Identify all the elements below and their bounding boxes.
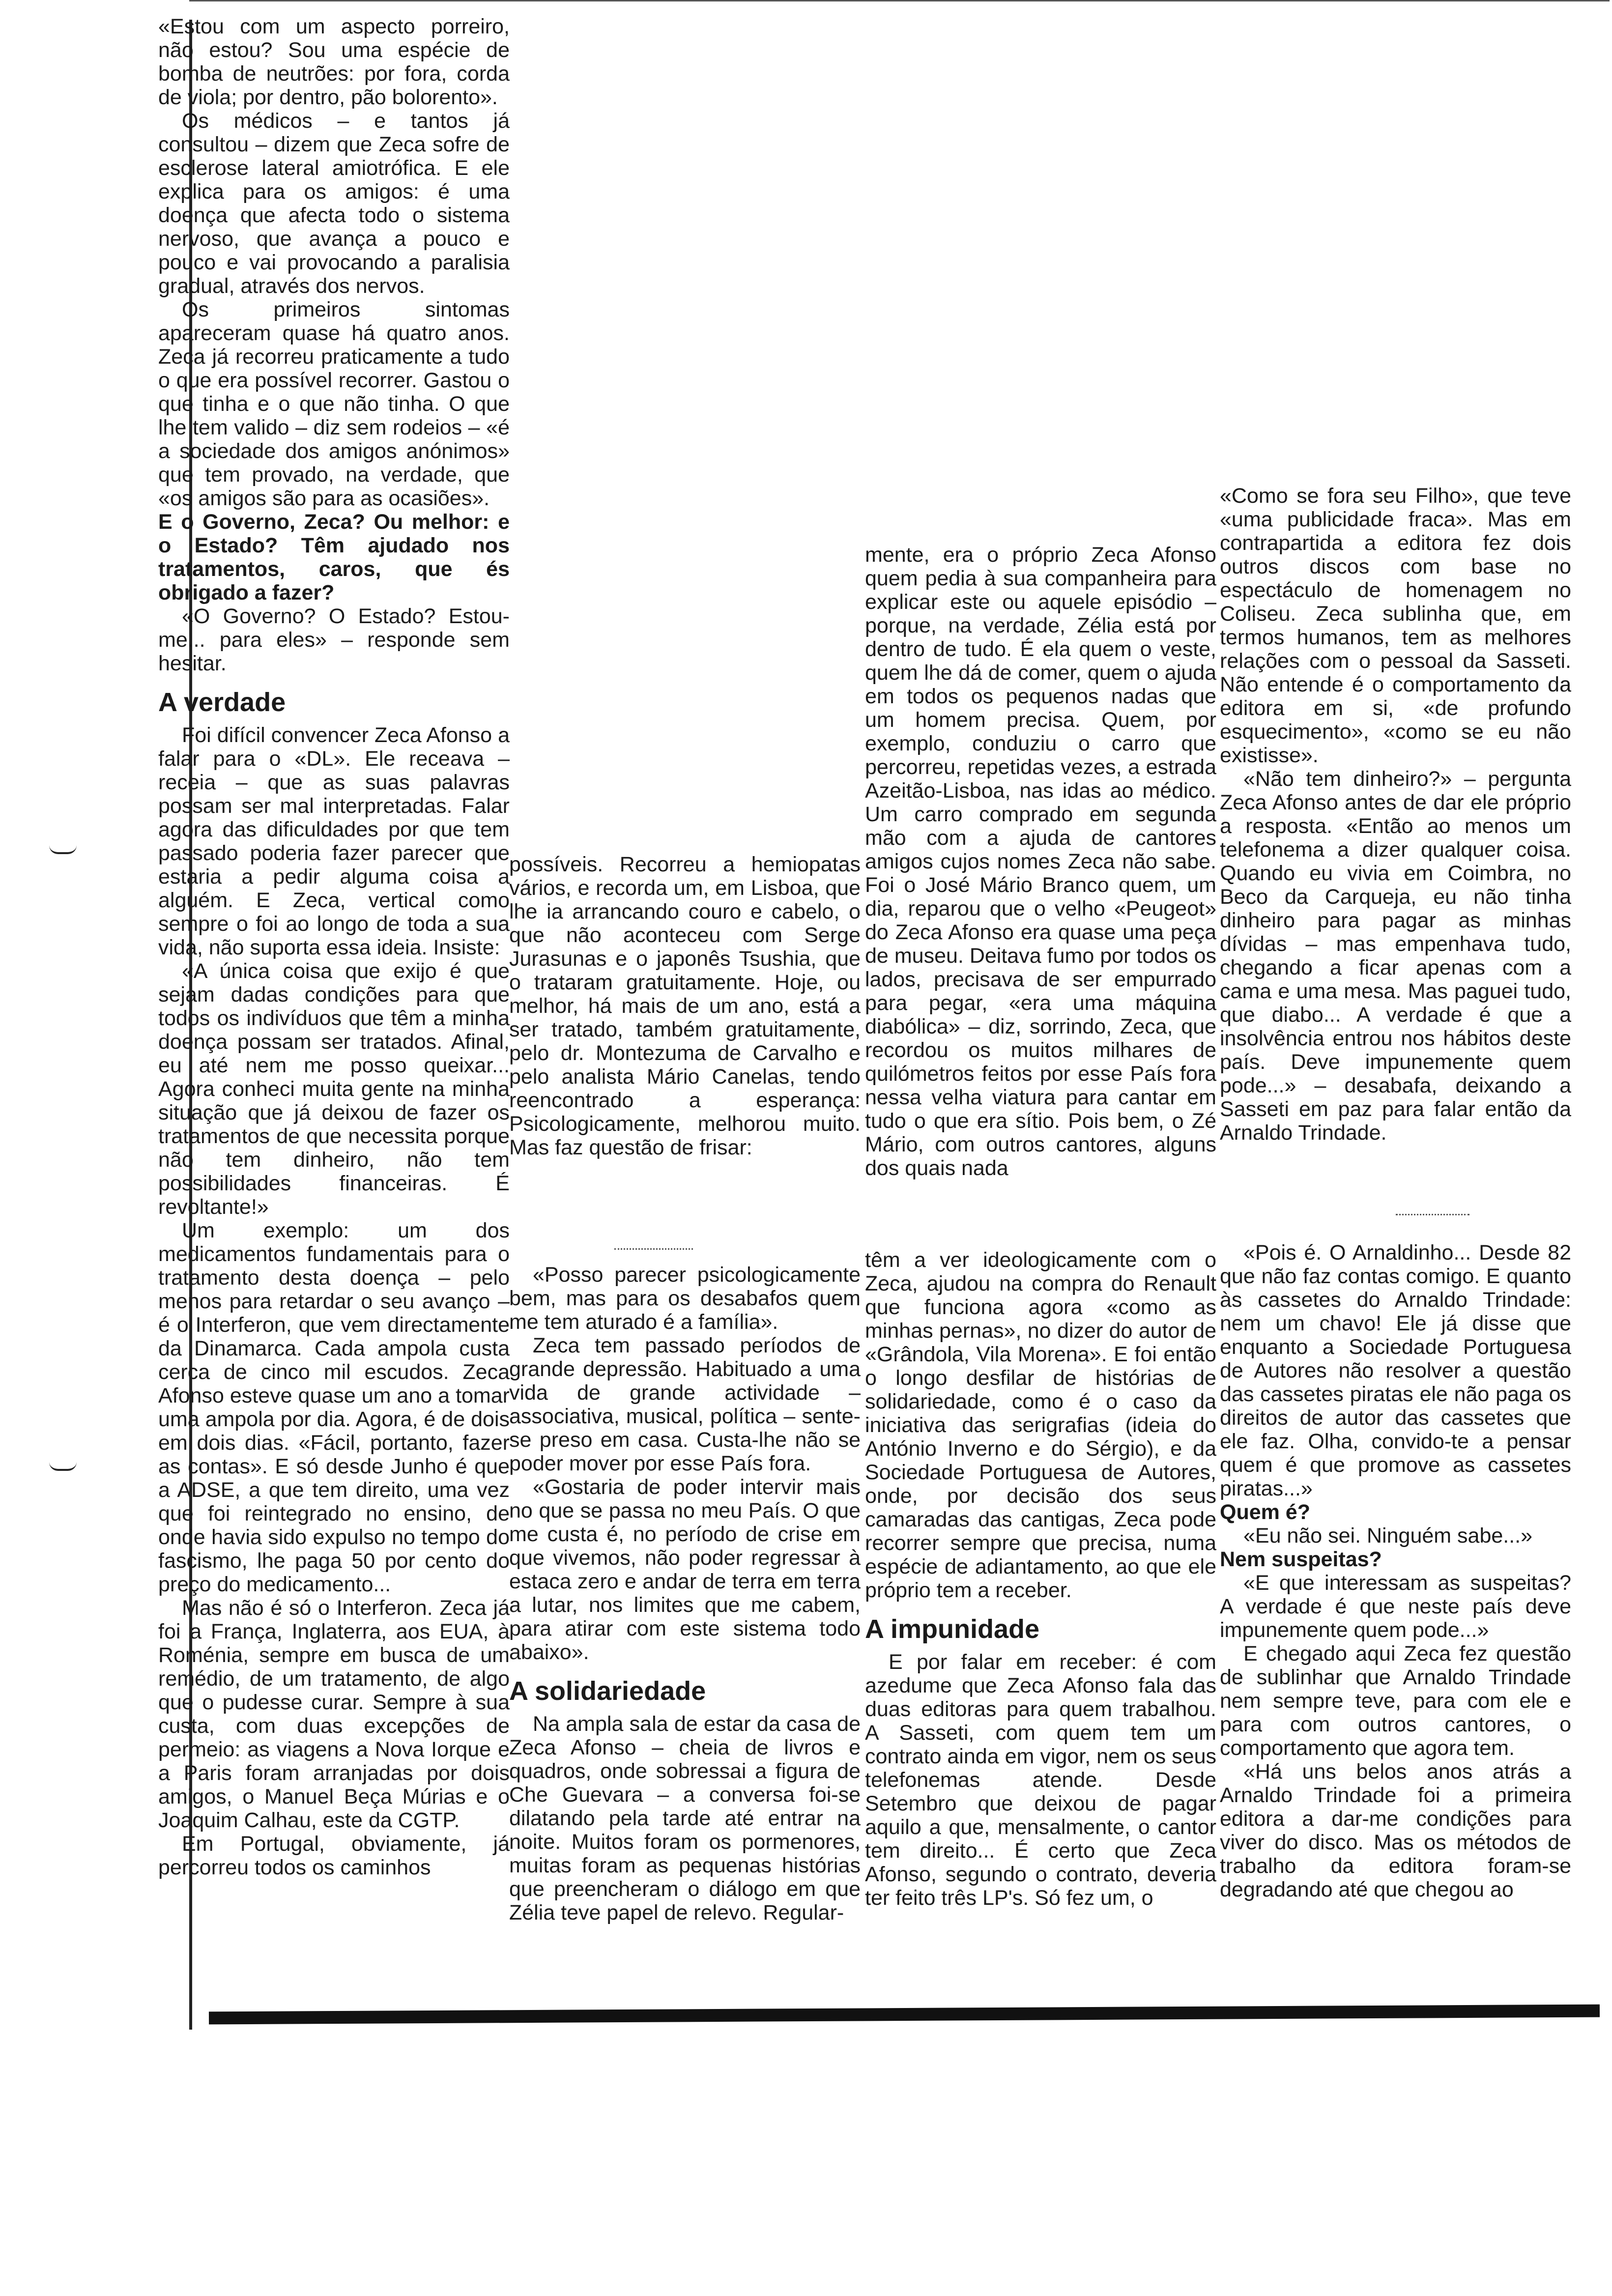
paragraph: E chegado aqui Zeca fez questão de sublinhar que Arnaldo Trindade nem sempre teve, para com ele e para com outros cantores, o comportamento que agora tem. bbox=[1220, 1642, 1571, 1760]
column-3-top bbox=[865, 543, 1216, 1180]
column-3-bottom bbox=[865, 1248, 1216, 1910]
paragraph: Os médicos – e tantos já consultou – dizem que Zeca sofre de esclerose lateral amiotrófica. E ele explica para os amigos: é uma doença que afecta todo o sistema nervoso, que avança a pouco e pouco e vai provocando a paralisia gradual, através dos nervos. bbox=[158, 109, 510, 298]
paragraph: «Eu não sei. Ninguém sabe...» bbox=[1243, 1524, 1533, 1548]
interview-question: E o Governo, Zeca? Ou melhor: e o Estado? Têm ajudado nos tratamentos, caros, que és obrigado a fazer? bbox=[158, 510, 510, 604]
paragraph: têm a ver ideologicamente com o Zeca, ajudou na compra do Renault que funciona agora «como as minhas pernas», no dizer do autor de «Grândola, Vila Morena». E foi então o longo desfilar de histórias de solidariedade, como é o caso da iniciativa das serigrafias (ideia do António Inverno e do Sérgio), e da Sociedade Portuguesa de Autores, onde, por decisão dos seus camaradas das cantigas, Zeca pode recorrer sempre que precisa, numa espécie de adiantamento, ao que ele próprio tem a receber. bbox=[865, 1248, 1216, 1602]
paragraph: «Estou com um aspecto porreiro, não estou? Sou uma espécie de bomba de neutrões: por fora, corda de viola; por dentro, pão bolorento». bbox=[158, 15, 510, 109]
paragraph: «Posso parecer psicologicamente bem, mas para os desabafos quem me tem aturado é a família». bbox=[509, 1263, 861, 1334]
section-heading: A solidariedade bbox=[509, 1676, 706, 1706]
column-2-top bbox=[509, 853, 861, 1159]
interview-question: Quem é? bbox=[1220, 1500, 1310, 1524]
column-2-bottom bbox=[509, 1263, 861, 1924]
paragraph: possíveis. Recorreu a hemiopatas vários, e recorda um, em Lisboa, que lhe ia arrancando couro e cabelo, o que não aconteceu com Serge Jurasunas e o japonês Tsushia, que o trataram gratuitamente. Hoje, ou melhor, há mais de um ano, está a ser tratado, também gratuitamente, pelo dr. Montezuma de Carvalho e pelo analista Mário Canelas, tendo reencontrado a esperança: Psicologicamente, melhorou muito. Mas faz questão de frisar: bbox=[509, 853, 861, 1159]
interview-question: Nem suspeitas? bbox=[1220, 1548, 1382, 1571]
paragraph: Em Portugal, obviamente, já percorreu todos os caminhos bbox=[158, 1832, 510, 1879]
paragraph: «Como se fora seu Filho», que teve «uma publicidade fraca». Mas em contrapartida a editora fez dois outros discos com base no espectáculo de homenagem no Coliseu. Zeca sublinha que, em termos humanos, tem as melhores relações com o pessoal da Sasseti. Não entende é o comportamento da editora em si, «de profundo esquecimento», «como se eu não existisse». bbox=[1220, 484, 1571, 767]
paragraph: «O Governo? O Estado? Estou-me... para eles» – responde sem hesitar. bbox=[158, 604, 510, 675]
paragraph: «E que interessam as suspeitas? A verdade é que neste país deve impunemente quem pode...» bbox=[1220, 1571, 1571, 1642]
paragraph: Os primeiros sintomas apareceram quase há quatro anos. Zeca já recorreu praticamente a tudo o que era possível recorrer. Gastou o que tinha e o que não tinha. O que lhe tem valido – diz sem rodeios – «é a sociedade dos amigos anónimos» que tem provado, na verdade, que «os amigos são para as ocasiões». bbox=[158, 298, 510, 510]
bottom-rule bbox=[209, 2005, 1600, 2025]
top-rule bbox=[189, 0, 1610, 1]
paragraph: «A única coisa que exijo é que sejam dadas condições para que todos os indivíduos que têm a minha doença possam ser tratados. Afinal, eu até nem me posso queixar... Agora conheci muita gente na minha situação que já deixou de fazer os tratamentos de que necessita porque não tem dinheiro, não tem possibilidades financeiras. É revoltante!» bbox=[158, 959, 510, 1219]
paragraph: Mas não é só o Interferon. Zeca já foi a França, Inglaterra, aos EUA, à Roménia, sempre em busca de um remédio, de um tratamento, de algo que o pudesse curar. Sempre à sua custa, com duas excepções de permeio: as viagens a Nova Iorque e a Paris foram arranjadas por dois amigos, o Manuel Beça Múrias e o Joaquim Calhau, este da CGTP. bbox=[158, 1596, 510, 1832]
column-1 bbox=[158, 15, 510, 1879]
paragraph: mente, era o próprio Zeca Afonso quem pedia à sua companheira para explicar este ou aquele episódio – porque, na verdade, Zélia está por dentro de tudo. É ela quem o veste, quem lhe dá de comer, quem o ajuda em todos os pequenos nadas que um homem precisa. Quem, por exemplo, conduziu o carro que percorreu, repetidas vezes, a estrada Azeitão-Lisboa, nas idas ao médico. Um carro comprado em segunda mão com a ajuda de cantores amigos cujos nomes Zeca não sabe. Foi o José Mário Branco quem, um dia, reparou que o velho «Peugeot» do Zeca Afonso era quase uma peça de museu. Deitava fumo por todos os lados, precisava de ser empurrado para pegar, «era uma máquina diabólica» – diz, sorrindo, Zeca, que recordou os muitos milhares de quilómetros feitos por esse País fora nessa velha viatura para cantar em tudo o que era sítio. Pois bem, o Zé Mário, com outros cantores, alguns dos quais nada bbox=[865, 543, 1216, 1180]
paragraph: Na ampla sala de estar da casa de Zeca Afonso – cheia de livros e quadros, onde sobressai a figura de Che Guevara – a conversa foi-se dilatando pela tarde até entrar na noite. Muitos foram os pormenores, muitas foram as pequenas histórias que preencheram o diálogo em que Zélia teve papel de relevo. Regular- bbox=[509, 1712, 861, 1924]
column-4-top bbox=[1220, 484, 1571, 1145]
paragraph: E por falar em receber: é com azedume que Zeca Afonso fala das duas editoras para quem trabalhou. A Sasseti, com quem tem um contrato ainda em vigor, nem os seus telefonemas atende. Desde Setembro que deixou de pagar aquilo a que, mensalmente, o cantor tem direito... É certo que Zeca Afonso, segundo o contrato, deveria ter feito três LP's. Só fez um, o bbox=[865, 1650, 1216, 1910]
paragraph: Zeca tem passado períodos de grande depressão. Habituado a uma vida de grande actividade – associativa, musical, política – sente-se preso em casa. Custa-lhe não se poder mover por esse País fora. bbox=[509, 1334, 861, 1475]
paragraph: «Há uns belos anos atrás a Arnaldo Trindade foi a primeira editora a dar-me condições para viver do disco. Mas os métodos de trabalho da editora foram-se degradando até que chegou ao bbox=[1220, 1760, 1571, 1901]
paragraph: Um exemplo: um dos medicamentos fundamentais para o tratamento desta doença – pelo menos para retardar o seu avanço – é o Interferon, que vem directamente da Dinamarca. Cada ampola custa cerca de cinco mil escudos. Zeca Afonso esteve quase um ano a tomar uma ampola por dia. Agora, é de dois em dois dias. «Fácil, portanto, fazer as contas». E só desde Junho é que a ADSE, a que tem direito, uma vez que foi reintegrado no ensino, de onde havia sido expulso no tempo do fascismo, lhe paga 50 por cento do preço do medicamento... bbox=[158, 1219, 510, 1596]
paragraph: Foi difícil convencer Zeca Afonso a falar para o «DL». Ele receava – receia – que as suas palavras possam ser mal interpretadas. Falar agora das dificuldades por que tem passado poderia fazer parecer que estaria a pedir alguma coisa a alguém. E Zeca, vertical como sempre o foi ao longo de toda a sua vida, não suporta essa ideia. Insiste: bbox=[158, 723, 510, 959]
section-separator bbox=[614, 1248, 693, 1250]
margin-mark bbox=[49, 1462, 77, 1471]
section-heading: A verdade bbox=[158, 688, 286, 717]
section-heading: A impunidade bbox=[865, 1614, 1040, 1644]
column-4-bottom bbox=[1220, 1241, 1571, 1901]
paragraph: «Gostaria de poder intervir mais no que se passa no meu País. O que me custa é, no período de crise em que vivemos, não poder regressar à estaca zero e andar de terra em terra a lutar, nos limites que me cabem, para atirar com este sistema todo abaixo». bbox=[509, 1475, 861, 1664]
paragraph: «Não tem dinheiro?» – pergunta Zeca Afonso antes de dar ele próprio a resposta. «Então ao menos um telefonema a dizer qualquer coisa. Quando eu vivia em Coimbra, no Beco da Carqueja, eu não tinha dinheiro para pagar as minhas dívidas – mas empenhava tudo, chegando a ficar apenas com a cama e uma mesa. Mas paguei tudo, que diabo... A verdade é que a insolvência entrou nos hábitos deste país. Deve impunemente quem pode...» – desabafa, deixando a Sasseti em paz para falar então da Arnaldo Trindade. bbox=[1220, 767, 1571, 1145]
paragraph: «Pois é. O Arnaldinho... Desde 82 que não faz contas comigo. E quanto às cassetes do Arnaldo Trindade: nem um chavo! Ele já disse que enquanto a Sociedade Portuguesa de Autores não resolver a questão das cassetes piratas ele não paga os direitos de autor das cassetes que ele faz. Olha, convido-te a pensar quem é que promove as cassetes piratas...» bbox=[1220, 1241, 1571, 1500]
section-separator bbox=[1396, 1214, 1469, 1215]
margin-mark bbox=[49, 845, 77, 854]
